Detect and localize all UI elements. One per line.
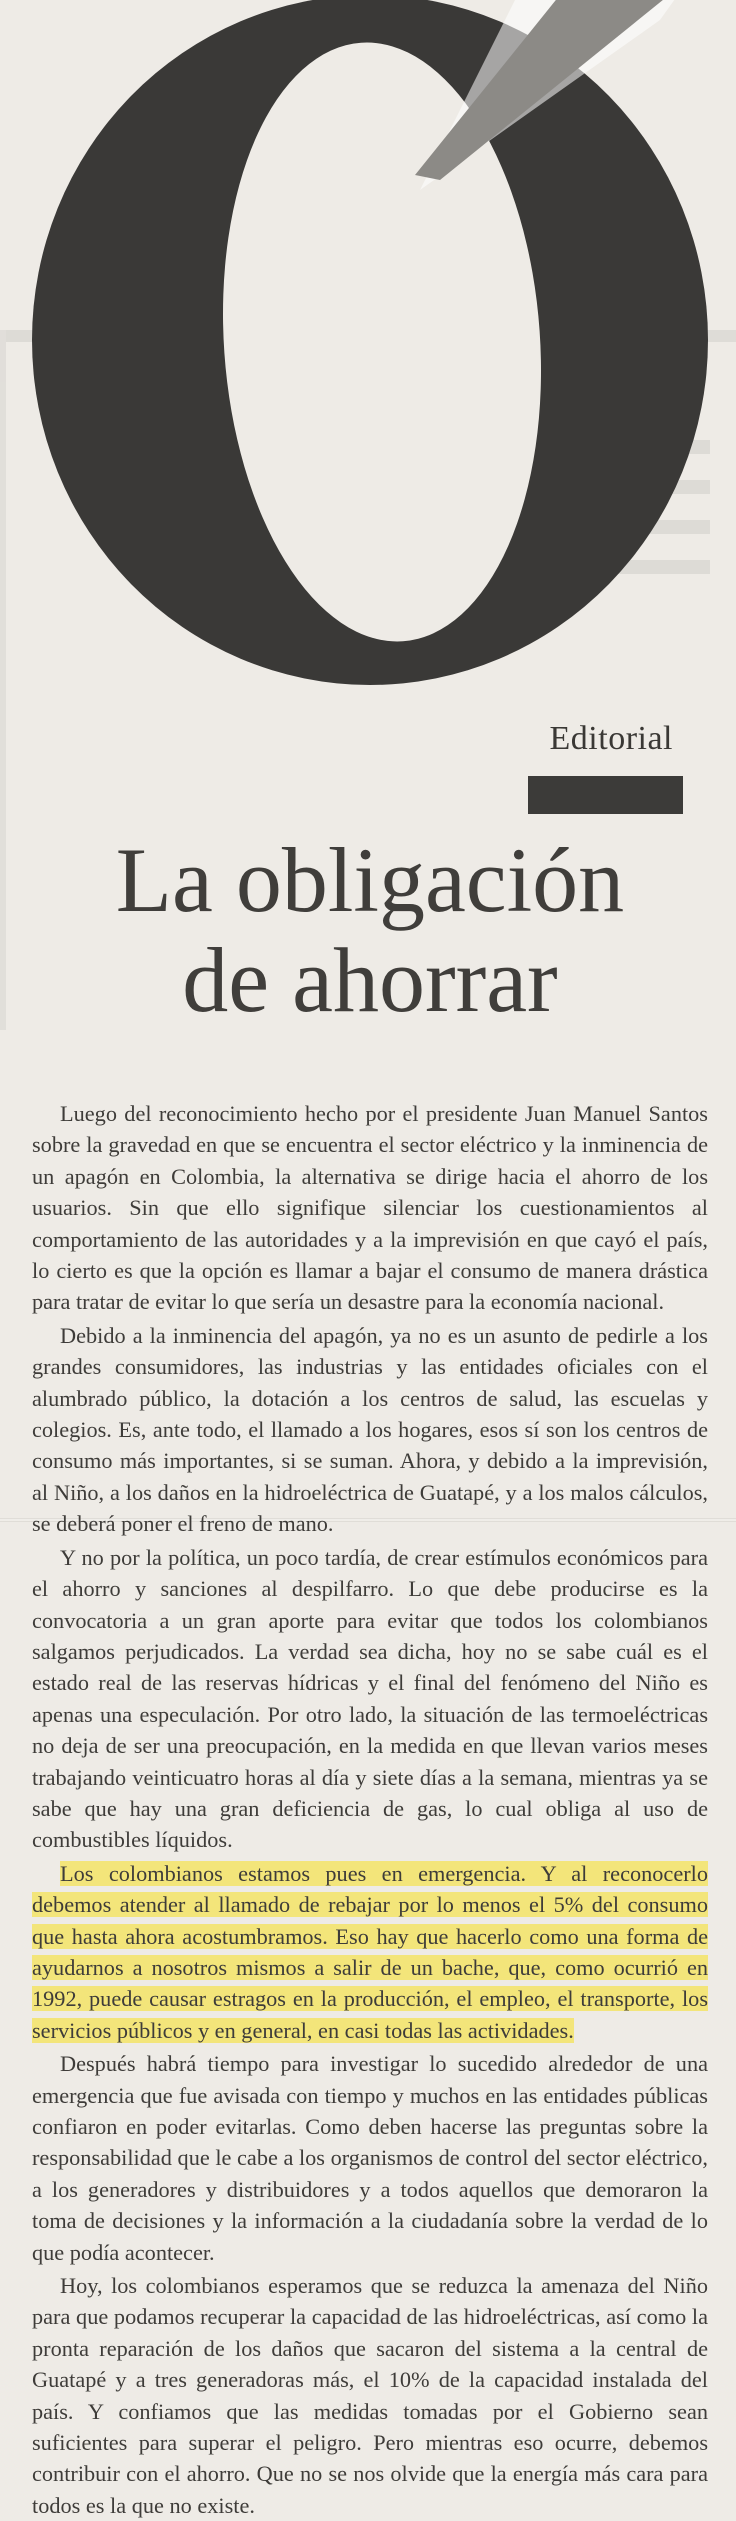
paragraph-4-highlighted [32, 1858, 708, 2046]
section-label: Editorial [549, 720, 673, 757]
headline-line-1: La obligación [115, 829, 625, 931]
paragraph-6: Hoy, los colombianos esperamos que se reduzca la amenaza del Niño para que podamos recuperar la capacidad de las hidroeléctricas, así como la pronta reparación de los daños que sacaron del sistema a la central de Guatapé y a tres generadoras más, el 10% de la capacidad instalada del país. Y confiamos que las medidas tomadas por el Gobierno sean suficientes para superar el peligro. Pero mientras eso ocurre, debemos contribuir con el ahorro. Que no se nos olvide que la energía más cara para todos es la que no existe. [32, 2273, 708, 2518]
paragraph-1: Luego del reconocimiento hecho por el presidente Juan Manuel Santos sobre la gravedad en que se encuentra el sector eléctrico y la inminencia de un apagón en Colombia, la alternativa se dirige hacia el ahorro de los usuarios. Sin que ello signifique silenciar los cuestionamientos al comportamiento de las autoridades y a la imprevisión en que cayó el país, lo cierto es que la opción es llamar a bajar el consumo de manera drástica para tratar de evitar lo que sería un desastre para la economía nacional. [32, 1101, 708, 1315]
highlighted-text: Los colombianos estamos pues en emergencia. Y al reconocerlo debemos atender al llamado de rebajar por lo menos el 5% del consumo que hasta ahora acostumbramos. Eso hay que hacerlo como una forma de ayudarnos a nosotros mismos a salir de un bache, que, como ocurrió en 1992, puede causar estragos en la producción, el empleo, el transporte, los servicios públicos y en general, en casi todas las actividades. [32, 1860, 708, 2043]
headline [50, 830, 690, 1030]
paragraph-3: Y no por la política, un poco tardía, de crear estímulos económicos para el ahorro y sanciones al despilfarro. Lo que debe producirse es la convocatoria a un gran aporte para evitar que todos los colombianos salgamos perjudicados. La verdad sea dicha, hoy no se sabe cuál es el estado real de las reservas hídricas y el final del fenómeno del Niño es apenas una especulación. Por otro lado, la situación de las termoeléctricas no deja de ser una preocupación, en la medida en que llevan varios meses trabajando veinticuatro horas al día y siete días a la semana, mientras ya se sabe que hay una gran deficiencia de gas, lo cual obliga al uso de combustibles líquidos. [32, 1544, 708, 1853]
section-rule [528, 776, 683, 814]
paragraph-5: Después habrá tiempo para investigar lo sucedido alrededor de una emergencia que fue avisada con tiempo y muchos en las entidades públicas confiaron en poder evitarlas. Como deben hacerse las preguntas sobre la responsabilidad que le cabe a los organismos de control del sector eléctrico, a los generadores y distribuidores y a todos aquellos que demoraron la toma de decisiones y la información a la ciudadanía sobre la verdad de lo que podía acontecer. [32, 2051, 708, 2265]
decorative-big-o [20, 0, 720, 695]
paragraph-2: Debido a la inminencia del apagón, ya no es un asunto de pedirle a los grandes consumidores, las industrias y las entidades oficiales con el alumbrado público, la dotación a los centros de salud, las escuelas y colegios. Es, ante todo, el llamado a los hogares, esos sí son los centros de consumo más importantes, si se suman. Ahora, y debido a la imprevisión, al Niño, a los daños en la hidroeléctrica de Guatapé, y a los malos cálculos, se deberá poner el freno de mano. [32, 1322, 708, 1537]
article-body [32, 1098, 708, 2521]
headline-line-2: de ahorrar [182, 929, 558, 1031]
